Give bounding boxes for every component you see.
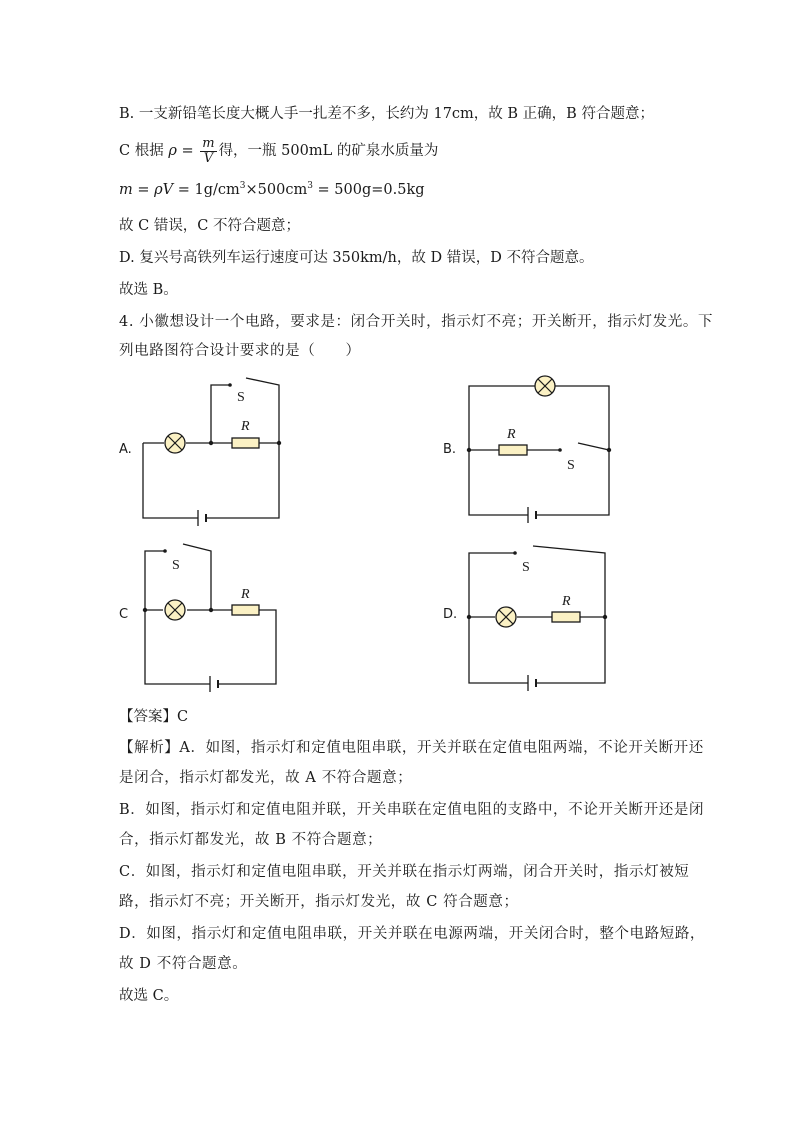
analysis-d-line-1: D．如图，指示灯和定值电阻串联，开关并联在电源两端，开关闭合时，整个电路短路，	[119, 926, 706, 942]
resistor-label: R	[507, 427, 516, 442]
superscript-1: 3	[239, 181, 246, 192]
junction-dot	[603, 615, 607, 619]
switch-label: S	[522, 560, 530, 575]
analysis-c-line-1: C．如图，指示灯和定值电阻串联，开关并联在指示灯两端，闭合开关时，指示灯被短	[119, 864, 690, 880]
analysis-b-line-1: B．如图，指示灯和定值电阻并联，开关串联在定值电阻的支路中，不论开关断开还是闭	[119, 802, 705, 818]
choose-b-text: 故选 B。	[119, 282, 178, 298]
junction-dot	[467, 615, 471, 619]
fraction-denominator: V	[203, 150, 214, 166]
analysis-b-line-2: 合，指示灯都发光，故 B 不符合题意；	[119, 832, 383, 848]
equals-sign: =	[176, 143, 199, 159]
fraction-numerator: m	[202, 135, 215, 151]
switch-contact	[513, 551, 517, 555]
switch-label: S	[172, 558, 180, 573]
option-c-label: C	[119, 607, 129, 622]
option-b-text: B. 一支新铅笔长度大概人手一扎差不多，长约为 17cm，故 B 正确，B 符合题意；	[119, 106, 654, 122]
question-4-line-2: 列电路图符合设计要求的是（ ）	[119, 343, 361, 359]
density-suffix: 得，一瓶 500mL 的矿泉水质量为	[218, 143, 439, 159]
analysis-a-line-2: 是闭合，指示灯都发光，故 A 不符合题意；	[119, 770, 413, 786]
equation-part-2: ×500cm	[245, 182, 308, 198]
analysis-c-line-2: 路，指示灯不亮；开关断开，指示灯发光，故 C 符合题意；	[119, 894, 519, 910]
resistor-label: R	[562, 594, 571, 609]
equation-part-3: = 500g=0.5kg	[312, 182, 425, 198]
equation-lhs: m = ρV	[119, 182, 174, 198]
equation-part-1: = 1g/cm	[173, 182, 240, 198]
option-c-wrong-text: 故 C 错误，C 不符合题意；	[119, 218, 301, 234]
resistor-label: R	[241, 587, 250, 602]
question-4-line-1: 4. 小徽想设计一个电路，要求是：闭合开关时，指示灯不亮；开关断开，指示灯发光。下	[119, 314, 714, 330]
resistor-label: R	[241, 419, 250, 434]
circuit-d-wires	[469, 546, 605, 683]
switch-label: S	[237, 390, 245, 405]
analysis-d-line-2: 故 D 不符合题意。	[119, 956, 248, 972]
switch-label: S	[567, 458, 575, 473]
answer-text: 【答案】C	[119, 709, 189, 725]
density-prefix: C 根据	[119, 143, 164, 159]
choose-c-text: 故选 C。	[119, 988, 179, 1004]
option-b-label: B.	[443, 442, 457, 457]
option-a-label: A.	[119, 442, 132, 457]
superscript-2: 3	[307, 181, 313, 192]
resistor-icon	[552, 612, 580, 622]
option-d-label: D.	[443, 607, 458, 622]
option-d-text: D. 复兴号高铁列车运行速度可达 350km/h，故 D 错误，D 不符合题意。	[119, 250, 594, 266]
analysis-a-line-1: 【解析】A．如图，指示灯和定值电阻串联，开关并联在定值电阻两端，不论开关断开还	[119, 740, 704, 756]
lamp-icon	[496, 607, 516, 627]
rho-symbol: ρ	[168, 143, 177, 159]
